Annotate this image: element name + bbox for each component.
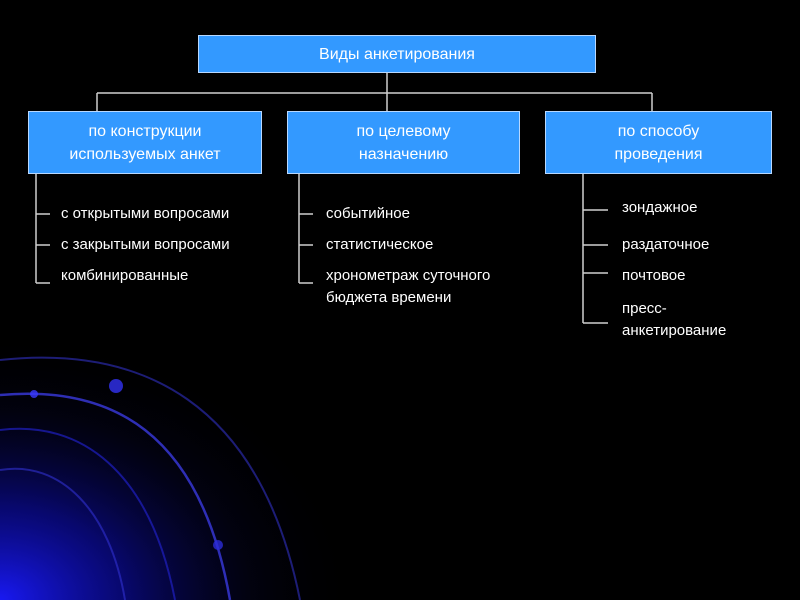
category-method <box>545 111 772 174</box>
list-item-postal: почтовое <box>622 267 686 284</box>
list-item-line: анкетирование <box>622 322 727 339</box>
category-label-line: используемых анкет <box>69 145 221 163</box>
list-item-event: событийное <box>326 205 410 222</box>
list-item-statistical: статистическое <box>326 236 434 253</box>
category-label-line: по целевому <box>356 122 451 140</box>
category-label-line: по конструкции <box>88 122 202 140</box>
category-label-line: назначению <box>358 145 449 163</box>
list-item-handout: раздаточное <box>622 236 710 253</box>
category-label-line: проведения <box>614 145 703 163</box>
list-item-press <box>622 298 726 342</box>
list-item-closed-questions: с закрытыми вопросами <box>61 236 230 253</box>
list-item-probing: зондажное <box>622 199 698 216</box>
category-label-line: по способу <box>617 122 700 140</box>
category-purpose <box>287 111 520 174</box>
list-item-line: пресс- <box>622 300 667 317</box>
list-item-line: хронометраж суточного <box>326 267 491 284</box>
root-title: Виды анкетирования <box>319 45 475 63</box>
list-item-open-questions: с открытыми вопросами <box>61 205 230 222</box>
list-item-timekeeping <box>326 265 490 309</box>
root-node <box>198 35 596 73</box>
list-item-line: бюджета времени <box>326 289 452 306</box>
list-item-combined: комбинированные <box>61 267 189 284</box>
category-construction <box>28 111 262 174</box>
